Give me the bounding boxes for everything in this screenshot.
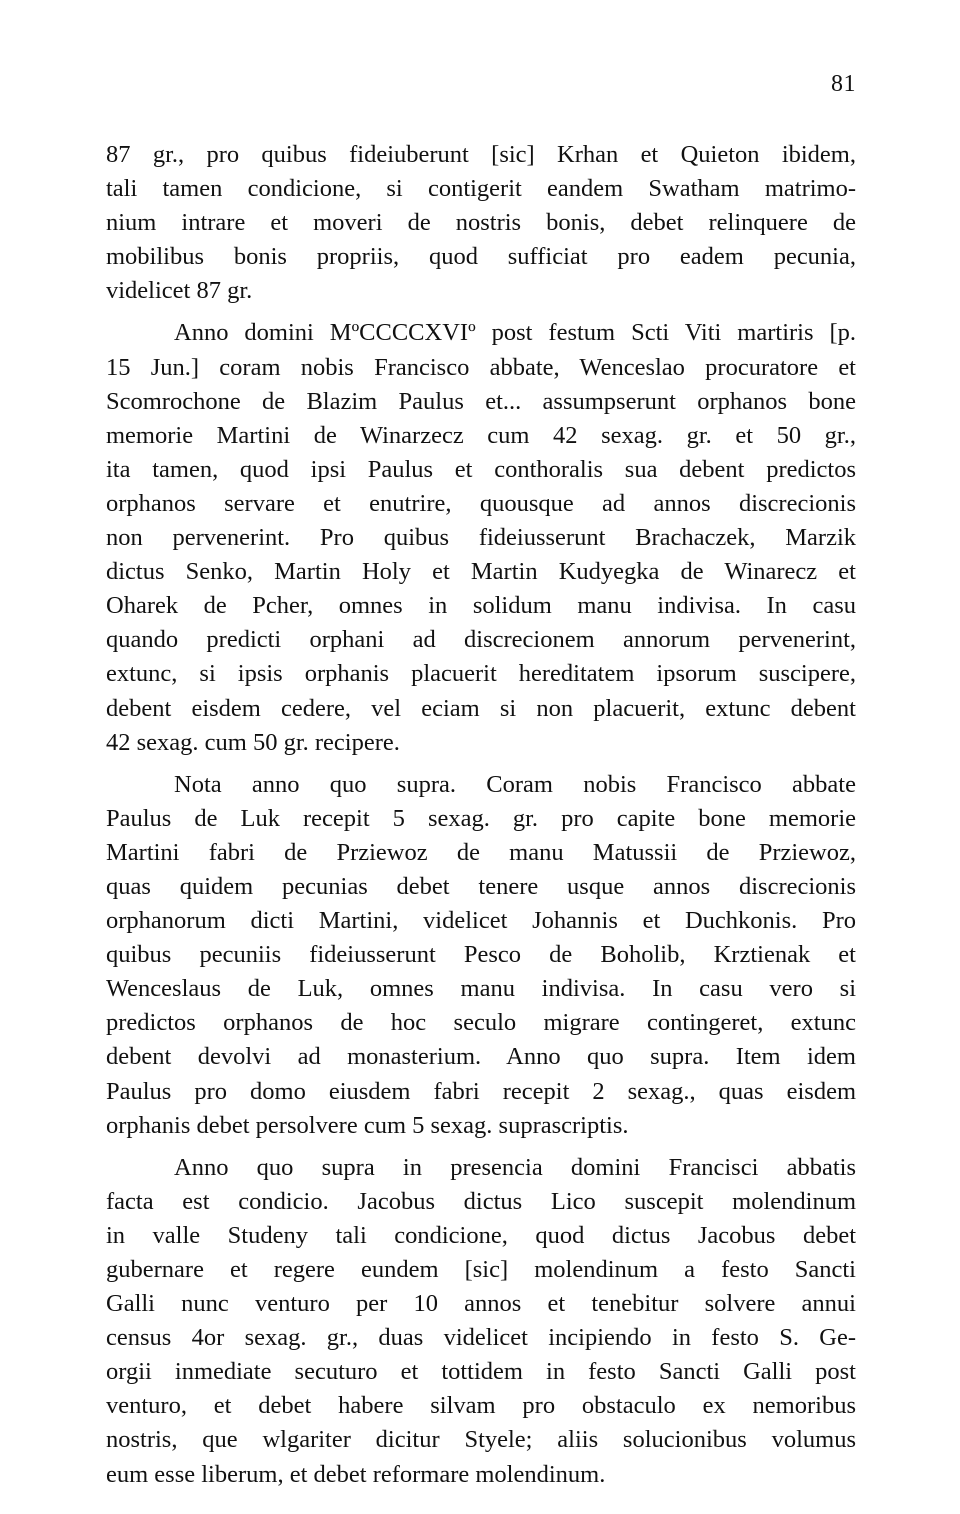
text-line: extunc, si ipsis orphanis placuerit hereditatem ipsorum suscipere, [106,660,856,688]
text-line: nium intrare et moveri de nostris bonis, debet relinquere de [106,209,856,237]
text-line: Oharek de Pcher, omnes in solidum manu indivisa. In casu [106,592,856,620]
text-line: Martini fabri de Prziewoz de manu Matussii de Prziewoz, [106,838,856,866]
text-line: Paulus pro domo eiusdem fabri recepit 2 sexag., quas eisdem [106,1077,856,1105]
text-line: orphanos servare et enutrire, quousque ad annos discrecionis [106,489,856,517]
text-line: orphanis debet persolvere cum 5 sexag. suprascriptis. [106,1111,629,1139]
text-line: orgii inmediate secuturo et tottidem in festo Sancti Galli post [106,1358,856,1386]
text-line: gubernare et regere eundem [sic] molendinum a festo Sancti [106,1256,856,1283]
text-line: quibus pecuniis fideiusserunt Pesco de Boholib, Krztienak et [106,941,856,969]
text-line: Anno quo supra in presencia domini Francisci abbatis [174,1153,856,1181]
text-line: Nota anno quo supra. Coram nobis Francisco abbate [174,770,856,798]
text-line: mobilibus bonis propriis, quod sufficiat pro eadem pecunia, [106,243,856,271]
text-line: predictos orphanos de hoc seculo migrare contingeret, extunc [106,1009,856,1037]
text-line: Scomrochone de Blazim Paulus et... assumpserunt orphanos bone [106,387,856,415]
page-number: 81 [831,71,856,97]
paragraph-4 [106,1151,856,1492]
text-line: facta est condicio. Jacobus dictus Lico suscepit molendinum [106,1187,856,1215]
text-line: 15 Jun.] coram nobis Francisco abbate, Wenceslao procuratore et [106,353,856,381]
text-line: Wenceslaus de Luk, omnes manu indivisa. In casu vero si [106,975,856,1003]
paragraph-1 [106,138,856,308]
text-line: debent devolvi ad monasterium. Anno quo supra. Item idem [106,1043,856,1071]
text-line: debent eisdem cedere, vel eciam si non placuerit, extunc debent [106,694,856,722]
text-line: tali tamen condicione, si contigerit eandem Swatham matrimo- [106,175,856,203]
text-line: 87 gr., pro quibus fideiuberunt [sic] Krhan et Quieton ibidem, [106,141,856,168]
paragraph-gap [106,308,856,316]
text-line: eum esse liberum, et debet reformare molendinum. [106,1460,606,1488]
text-line: venturo, et debet habere silvam pro obstaculo ex nemoribus [106,1392,856,1420]
text-line: Anno domini MºCCCCXVIº post festum Scti Viti martiris [p. [174,319,856,347]
text-line: Paulus de Luk recepit 5 sexag. gr. pro capite bone memorie [106,804,856,832]
text-line: census 4or sexag. gr., duas videlicet incipiendo in festo S. Ge- [106,1324,856,1352]
text-line: quando predicti orphani ad discrecionem annorum pervenerint, [106,626,856,654]
text-line: quas quidem pecunias debet tenere usque annos discrecionis [106,872,856,900]
text-line: 42 sexag. cum 50 gr. recipere. [106,728,400,756]
paragraph-gap [106,760,856,768]
text-line: in valle Studeny tali condicione, quod dictus Jacobus debet [106,1221,856,1249]
text-line: Galli nunc venturo per 10 annos et tenebitur solvere annui [106,1290,856,1318]
text-line: nostris, que wlgariter dicitur Styele; aliis solucionibus volumus [106,1426,856,1454]
text-line: dictus Senko, Martin Holy et Martin Kudyegka de Winarecz et [106,558,856,586]
text-line: memorie Martini de Winarzecz cum 42 sexag. gr. et 50 gr., [106,421,856,449]
text-line: orphanorum dicti Martini, videlicet Johannis et Duchkonis. Pro [106,907,856,935]
paragraph-3 [106,768,856,1143]
body-text [106,138,856,1492]
paragraph-gap [106,1143,856,1151]
text-line: videlicet 87 gr. [106,277,253,305]
paragraph-2 [106,316,856,759]
text-line: non pervenerint. Pro quibus fideiusserunt Brachaczek, Marzik [106,524,856,552]
text-line: ita tamen, quod ipsi Paulus et conthoralis sua debent predictos [106,455,856,483]
